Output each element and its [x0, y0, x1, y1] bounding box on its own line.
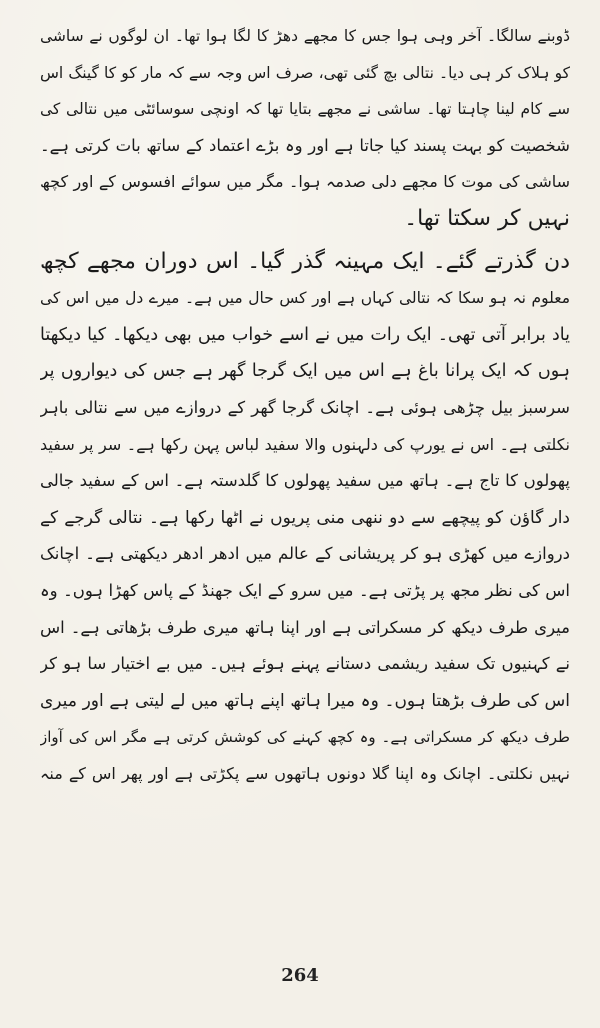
text-line: کو ہلاک کر ہی دیا۔ نتالی بچ گئی تھی، صرف اس وجہ سے کہ مار کو کا گینگ اس — [40, 63, 570, 82]
paragraph-2 — [40, 244, 570, 793]
text-line: دروازے میں کھڑی ہو کر پریشانی کے عالم میں ادھر ادھر دیکھتی ہے۔ اچانک — [40, 544, 570, 564]
paragraph-1 — [40, 18, 570, 238]
page-number: 264 — [281, 965, 319, 986]
text-line: اس کی نظر مجھ پر پڑتی ہے۔ میں سرو کے ایک جھنڈ کے پاس کھڑا ہوں۔ وہ — [40, 580, 570, 600]
text-line: سرسبز بیل چڑھی ہوئی ہے۔ اچانک گرجا گھر کے دروازے میں سے نتالی باہر — [40, 397, 570, 417]
text-line: نکلتی ہے۔ اس نے یورپ کی دلہنوں والا سفید لباس پہن رکھا ہے۔ سر پر سفید — [40, 434, 570, 454]
text-line: میری طرف دیکھ کر مسکراتی ہے اور اپنا ہاتھ میری طرف بڑھاتی ہے۔ اس — [40, 617, 570, 637]
text-line: ڈوبنے سالگا۔ آخر وہی ہوا جس کا مجھے دھڑ کا لگا ہوا تھا۔ ان لوگوں نے ساشی — [40, 27, 570, 45]
text-line: پھولوں کا تاج ہے۔ ہاتھ میں سفید پھولوں کا گلدستہ ہے۔ اس کے سفید جالی — [40, 471, 570, 491]
text-line: دار گاؤن کو پیچھے سے دو ننھی منی پریوں نے اٹھا رکھا ہے۔ نتالی گرجے کے — [40, 507, 570, 528]
text-line: ساشی کی موت کا مجھے دلی صدمہ ہوا۔ مگر میں سوائے افسوس کے اور کچھ — [40, 172, 570, 192]
body-text — [40, 18, 570, 792]
text-line: نے کہنیوں تک سفید ریشمی دستانے پہنے ہوئے ہیں۔ میں بے اختیار سا ہو کر — [40, 654, 570, 674]
text-line: ہوں کہ ایک پرانا باغ ہے اس میں ایک گرجا گھر ہے جس کی دیواروں پر — [40, 361, 570, 382]
text-line: دن گذرتے گئے۔ ایک مہینہ گذر گیا۔ اس دوران مجھے کچھ — [40, 248, 570, 274]
text-line: شخصیت کو بہت پسند کیا جاتا ہے اور وہ بڑے اعتماد کے ساتھ بات کرتی ہے۔ — [40, 135, 570, 155]
text-line: یاد برابر آتی تھی۔ ایک رات میں نے اسے خواب میں بھی دیکھا۔ کیا دیکھتا — [40, 324, 570, 345]
text-line: نہیں نکلتی۔ اچانک وہ اپنا گلا دونوں ہاتھوں سے پکڑتی ہے اور پھر اس کے منہ — [40, 763, 570, 783]
text-line: سے کام لینا چاہتا تھا۔ ساشی نے مجھے بتایا تھا کہ اونچی سوسائٹی میں نتالی کی — [40, 100, 570, 119]
text-line: طرف دیکھ کر مسکراتی ہے۔ وہ کچھ کہنے کی کوشش کرتی ہے مگر اس کی آواز — [40, 728, 570, 747]
text-line: اس کی طرف بڑھتا ہوں۔ وہ میرا ہاتھ اپنے ہاتھ میں لے لیتی ہے اور میری — [40, 690, 570, 711]
text-line: نہیں کر سکتا تھا۔ — [404, 205, 570, 231]
text-line: معلوم نہ ہو سکا کہ نتالی کہاں ہے اور کس حال میں ہے۔ میرے دل میں اس کی — [40, 289, 570, 308]
